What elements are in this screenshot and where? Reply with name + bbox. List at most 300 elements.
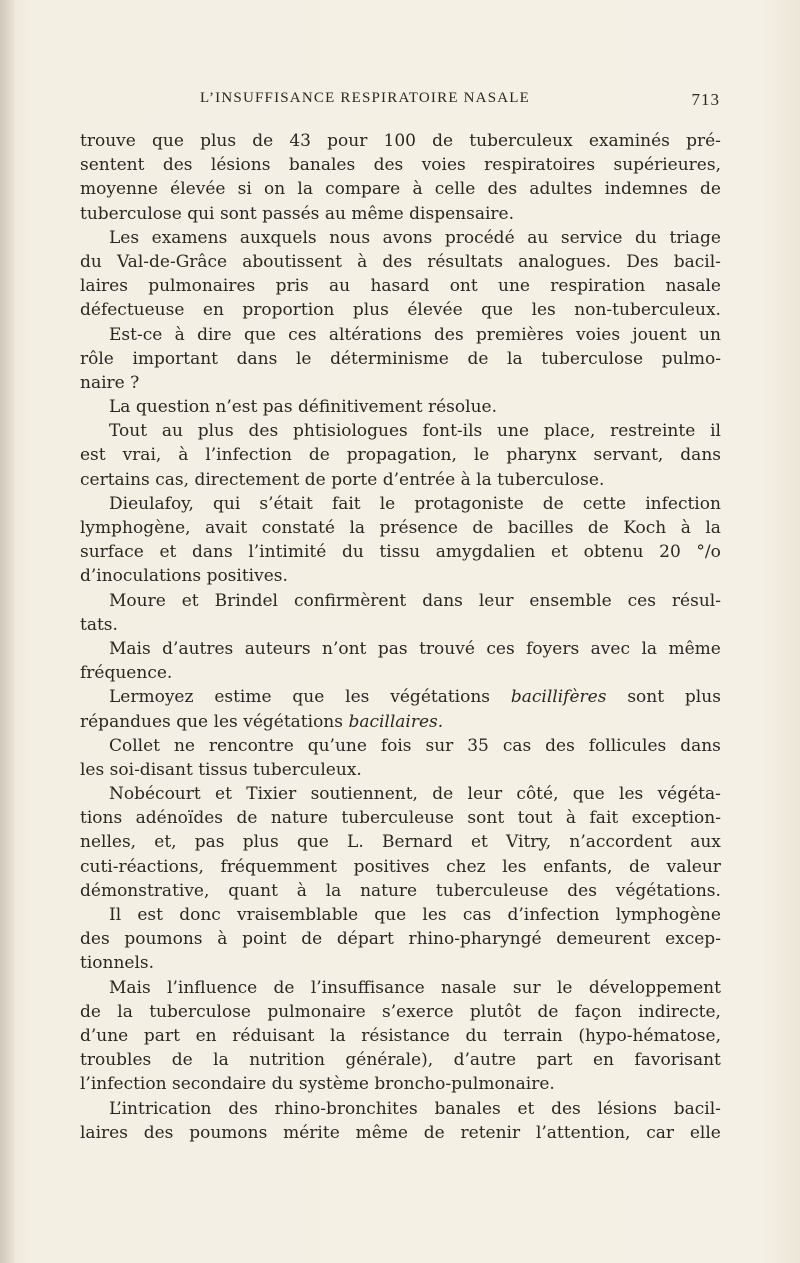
word: protagoniste [414, 493, 524, 514]
word: n’accordent [569, 832, 672, 853]
word: résultats [427, 251, 504, 272]
word: quant [228, 880, 278, 901]
word: Nobécourt [109, 784, 201, 805]
word: la [705, 518, 721, 538]
word: la [213, 1050, 229, 1071]
word: que [151, 131, 184, 151]
word: indirecte, [638, 1001, 721, 1022]
word: ont [449, 276, 478, 297]
word: de [432, 131, 454, 151]
word: Est-ce [109, 324, 163, 345]
word: phtisiologues [293, 421, 408, 442]
word: pulmonaires [148, 276, 256, 297]
word: des [248, 421, 279, 442]
word: Mais [109, 638, 151, 659]
word: de [252, 131, 274, 151]
word: la [330, 1025, 346, 1046]
page-binding-edge [0, 0, 14, 1263]
word: sur [425, 735, 454, 756]
word: chez [446, 856, 486, 877]
word: tionnels. [80, 953, 155, 974]
word: pulmo- [661, 348, 721, 369]
word: rôle [80, 348, 114, 369]
word: élevée [407, 300, 463, 321]
word: il [710, 421, 721, 442]
word: ? [130, 372, 140, 393]
text-line [80, 637, 721, 661]
word: analogues. [518, 251, 612, 272]
word: procédé [444, 227, 515, 248]
word: l’influence [167, 977, 258, 998]
word: soutiennent, [310, 784, 418, 805]
word: ces [486, 638, 515, 659]
word: cuti-réactions, [80, 856, 204, 877]
word: poumons [124, 929, 203, 950]
word: résul- [671, 590, 721, 611]
word: la [641, 638, 658, 659]
word: service [560, 227, 623, 248]
word: du [80, 251, 102, 272]
word: tuberculeuse [435, 880, 549, 901]
text-line [80, 855, 721, 879]
word: avait [205, 518, 248, 538]
word: du [465, 1025, 488, 1046]
word: de [432, 784, 454, 805]
word: l’insuffisance [310, 977, 425, 998]
text-line [80, 347, 721, 371]
word: à [412, 179, 423, 200]
word: car [646, 1122, 675, 1143]
word: terrain [503, 1025, 563, 1046]
word: d’autre [453, 1050, 517, 1071]
word: le [379, 493, 396, 514]
word: des [382, 251, 413, 272]
word: nelles, [80, 832, 137, 853]
text-line [80, 879, 721, 903]
word: est [137, 905, 163, 925]
word: dans [236, 348, 278, 369]
word: Moure [109, 590, 166, 611]
word: sur [512, 977, 541, 998]
word: triage [669, 227, 721, 248]
word: premières [476, 324, 564, 345]
word: trouvé [419, 638, 475, 659]
word: restreinte [610, 421, 696, 442]
word: fois [380, 735, 412, 756]
word: °/o [696, 542, 721, 563]
word: végéta- [657, 784, 721, 805]
text-line [80, 395, 721, 419]
text-line [80, 976, 721, 1000]
word: Des [626, 251, 659, 272]
word: positives [353, 856, 430, 877]
text-line [80, 1048, 721, 1072]
text-line [80, 685, 721, 709]
word: de [80, 1001, 101, 1022]
word: de [273, 977, 295, 998]
word: 20 [659, 542, 681, 563]
word: le [295, 348, 312, 369]
word: que [374, 905, 407, 925]
word: pris [275, 276, 309, 297]
word: et [517, 1098, 535, 1119]
word: Brindel [214, 590, 278, 611]
word: pulmonaire [267, 1001, 366, 1022]
word: résolue. [427, 397, 497, 418]
word: point [242, 929, 287, 950]
word: fait [589, 808, 619, 829]
word: de [308, 445, 330, 466]
word: Val-de-Grâce [116, 251, 228, 272]
word: en [202, 300, 224, 321]
word: pharynx [506, 445, 577, 466]
word: de [304, 469, 326, 490]
word: la [349, 518, 366, 538]
word: et [215, 784, 232, 805]
text-line [80, 1097, 721, 1121]
word: à [460, 469, 471, 490]
word: de [699, 179, 721, 200]
word: à [217, 929, 228, 950]
word: les [422, 905, 447, 925]
word: la [117, 1001, 133, 1022]
text-line [80, 927, 721, 951]
word: hasard [370, 276, 430, 297]
word: les [502, 856, 527, 877]
word: examinés [588, 131, 670, 151]
word: avons [382, 227, 433, 248]
word: l’attention, [535, 1122, 631, 1143]
text-line [80, 758, 721, 782]
word: l’infection [80, 1074, 167, 1095]
word: Mais [109, 977, 151, 998]
word: à [296, 880, 307, 901]
word: façon [574, 1001, 622, 1022]
word: qui [187, 203, 215, 224]
word: L’intrication [109, 1098, 212, 1119]
word: au [161, 421, 183, 442]
word: pré- [686, 131, 721, 151]
word: et [470, 832, 488, 853]
word: côté, [516, 784, 559, 805]
word: pas [262, 397, 293, 418]
word: pas [377, 638, 408, 659]
word: vrai, [122, 445, 162, 466]
word: tout [517, 808, 553, 829]
word: au [329, 276, 351, 297]
word: compare [325, 179, 401, 200]
page-header [80, 90, 720, 112]
word: et, [154, 832, 177, 853]
word: 43 [289, 131, 311, 151]
word: élevée [170, 179, 226, 200]
word: qu’une [307, 735, 367, 756]
word: part [536, 1050, 573, 1071]
word: font-ils [422, 421, 483, 442]
word: cas, [155, 469, 190, 490]
word: voies [421, 155, 466, 176]
word: et [181, 590, 199, 611]
word: d’infection [507, 905, 600, 925]
text-line [80, 298, 721, 322]
word: une [498, 276, 530, 297]
word: ne [173, 735, 195, 756]
word: moyenne [80, 179, 158, 200]
word: rhino-pharyngé [408, 929, 542, 950]
word: ces [627, 590, 656, 611]
text-line [80, 419, 721, 443]
word: valeur [666, 856, 721, 877]
word: banales [288, 155, 356, 176]
word: que [292, 687, 325, 708]
word: les [213, 711, 238, 732]
word: la [297, 179, 313, 200]
word: Vitry, [506, 832, 552, 853]
word: des [162, 155, 193, 176]
word: de [587, 518, 609, 538]
text-line [80, 468, 721, 492]
word: lésions [597, 1098, 658, 1119]
word: de [537, 1001, 559, 1022]
word: un [699, 324, 721, 345]
word: même [355, 1122, 408, 1143]
text-line [80, 202, 721, 226]
word: tuberculose [80, 203, 182, 224]
word: au [324, 203, 346, 224]
word: jouent [632, 324, 687, 345]
text-line [80, 661, 721, 685]
word: au [527, 227, 549, 248]
word: positives. [206, 566, 288, 587]
word: passés [262, 203, 320, 224]
word: supérieures, [613, 155, 721, 176]
word: tuberculeuse [341, 808, 454, 829]
word: tissus [198, 759, 248, 780]
word: part [143, 1025, 180, 1046]
word: du [271, 1074, 294, 1095]
text-line [80, 153, 721, 177]
word: le [473, 445, 490, 466]
word: question [135, 397, 210, 418]
word: estime [214, 687, 272, 708]
word: si [237, 179, 252, 200]
word: à [357, 251, 368, 272]
word: respiratoires [484, 155, 596, 176]
text-line [80, 589, 721, 613]
word: Collet [109, 735, 161, 756]
word: résistance [361, 1025, 450, 1046]
word: auteurs [244, 638, 311, 659]
word: des [551, 1098, 581, 1119]
word: l’intimité [248, 542, 327, 563]
word: en [195, 1025, 217, 1046]
word: du [635, 227, 657, 248]
word: n’ont [322, 638, 367, 659]
word: cas [502, 735, 532, 756]
word: follicules [588, 735, 667, 756]
word: (hypo-hématose, [578, 1025, 721, 1046]
word: nutrition [249, 1050, 325, 1071]
word: plus [352, 300, 389, 321]
word: sentent [80, 155, 145, 176]
word: porte [331, 469, 378, 490]
word: laires [80, 276, 128, 297]
word: que [176, 711, 209, 732]
word: excep- [665, 929, 721, 950]
word: ensemble [529, 590, 612, 611]
word: dans [680, 445, 721, 466]
word: des [373, 155, 404, 176]
word: non-tuberculeux. [574, 300, 721, 321]
word: troubles [80, 1050, 152, 1071]
word: Dieulafoy, [109, 493, 194, 514]
word: présence [379, 518, 458, 538]
word: Bernard [381, 832, 453, 853]
word: s’exerce [382, 1001, 454, 1022]
text-line [80, 613, 721, 637]
word: des [228, 1098, 258, 1119]
text-line [80, 830, 721, 854]
word: définitivement [297, 397, 423, 418]
word: du [341, 542, 364, 563]
body-text [80, 129, 721, 1145]
word: à [178, 445, 189, 466]
word: aboutissent [242, 251, 343, 272]
word: proportion [242, 300, 335, 321]
word: tions [80, 808, 123, 829]
word: propagation, [346, 445, 457, 466]
running-head: L’INSUFFISANCE RESPIRATOIRE NASALE [200, 90, 531, 106]
text-line [80, 1000, 721, 1024]
word: déterminisme [330, 348, 449, 369]
word: en [592, 1050, 614, 1071]
word: dire [197, 324, 232, 345]
word: lymphogène [615, 905, 721, 925]
word: cas [462, 905, 492, 925]
word: tuberculose. [497, 469, 605, 490]
text-line [80, 734, 721, 758]
word: la [507, 348, 523, 369]
word: servant, [593, 445, 664, 466]
word: sont [467, 808, 505, 829]
word: que [296, 832, 329, 853]
text-line [80, 129, 721, 153]
word: d’inoculations [80, 566, 202, 587]
word: les [345, 687, 370, 708]
word: de [301, 929, 323, 950]
word: tissu [379, 542, 421, 563]
word: respiration [550, 276, 646, 297]
word: d’une [80, 1025, 129, 1046]
word: indemnes [604, 179, 688, 200]
text-line [80, 226, 721, 250]
word: nous [329, 227, 371, 248]
word: exception- [631, 808, 721, 829]
word: broncho-pulmonaire. [374, 1074, 555, 1095]
word: secondaire [172, 1074, 267, 1095]
word: important [132, 348, 219, 369]
word: demeurent [556, 929, 651, 950]
word: la [325, 880, 342, 901]
word: des [567, 880, 597, 901]
word: leur [478, 590, 514, 611]
word: sont [627, 687, 665, 708]
word: des [80, 929, 110, 950]
word: donc [179, 905, 221, 925]
word: ces [288, 324, 317, 345]
word: que [481, 300, 514, 321]
word: la [476, 469, 492, 490]
text-line [80, 177, 721, 201]
word: réduisant [232, 1025, 315, 1046]
word: constaté [261, 518, 335, 538]
word: des [545, 735, 575, 756]
word: une [497, 421, 530, 442]
text-line [80, 516, 721, 540]
word: soi-disant [109, 759, 193, 780]
text-line [80, 710, 721, 734]
word: sont [219, 203, 257, 224]
word: végétations [390, 687, 491, 708]
word: bacil- [673, 1098, 721, 1119]
word: des [143, 1122, 174, 1143]
word: adénoïdes [135, 808, 224, 829]
word: n’est [215, 397, 258, 418]
word: d’autres [162, 638, 234, 659]
word: de [467, 348, 489, 369]
word: s’était [259, 493, 313, 514]
word: fréquence. [80, 663, 173, 684]
word: même [351, 203, 404, 224]
word: développement [588, 977, 721, 998]
word: dispensaire. [409, 203, 514, 224]
word: système [298, 1074, 369, 1095]
text-line [80, 806, 721, 830]
word: que [572, 784, 605, 805]
word: voies [575, 324, 621, 345]
word: bacil- [673, 251, 721, 272]
text-line [80, 540, 721, 564]
word: leur [467, 784, 503, 805]
word: Tout [109, 421, 148, 442]
text-line [80, 951, 721, 975]
word: plus [197, 421, 234, 442]
word: obtenu [583, 542, 644, 563]
text-line [80, 492, 721, 516]
word: amygdalien [435, 542, 536, 563]
word: bacilles [507, 518, 574, 538]
word: mérite [283, 1122, 340, 1143]
word: et [159, 542, 177, 563]
word: départ [336, 929, 394, 950]
word: générale), [345, 1050, 434, 1071]
word: tuberculose [541, 348, 644, 369]
word: à [174, 324, 185, 345]
word: les [619, 784, 644, 805]
word: à [565, 808, 577, 829]
word: confirmèrent [293, 590, 407, 611]
word: directement [194, 469, 300, 490]
word: de [472, 518, 494, 538]
word: trouve [80, 131, 136, 151]
word: pas [194, 832, 225, 853]
word: d’entrée [382, 469, 456, 490]
text-line [80, 782, 721, 806]
word: nature [360, 880, 418, 901]
text-line [80, 1072, 721, 1096]
word: de [171, 1050, 193, 1071]
word: végétations. [615, 880, 721, 901]
